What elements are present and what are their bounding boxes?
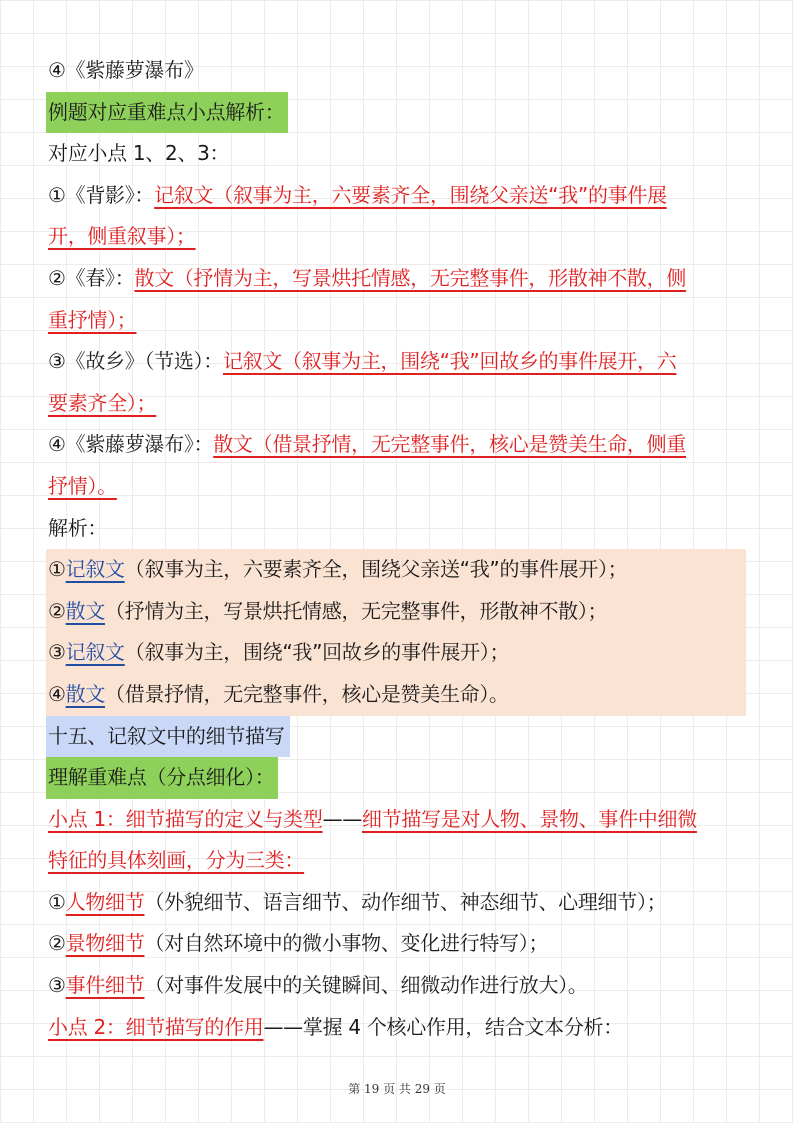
detail-desc: （对自然环境中的微小事物、变化进行特写）； (144, 931, 549, 956)
item-label: ③《故乡》（节选）： (48, 349, 223, 374)
section-heading: 例题对应重难点小点解析： (46, 92, 288, 134)
genre-term: 记叙文 (65, 640, 125, 665)
genre-term: 散文 (65, 598, 106, 623)
text-line: ④《紫藤萝瀑布》 (48, 58, 204, 82)
dash: —— (322, 806, 362, 831)
point-text: 特征的具体刻画，分为三类： (48, 848, 305, 873)
answer-line (48, 383, 748, 425)
detail-item (48, 882, 748, 924)
analysis-line (48, 674, 746, 716)
item-number: ② (48, 931, 66, 956)
item-number: ① (48, 889, 66, 914)
red-answer: 记叙文（叙事为主，六要素齐全，围绕父亲送“我”的事件展 (154, 182, 667, 207)
item-number: ③ (48, 640, 66, 665)
answer-line (48, 175, 748, 217)
item-label: ②《春》： (48, 265, 135, 290)
heading-line (48, 716, 748, 758)
section-subtitle: 理解重难点（分点细化）： (46, 757, 278, 799)
analysis-line (48, 591, 746, 633)
point-line (48, 799, 748, 841)
page-number: 第 19 页 共 29 页 (348, 1082, 446, 1096)
document-body (48, 50, 748, 1048)
answer-line (48, 300, 748, 342)
red-answer: 抒情）。 (48, 473, 117, 498)
item-label: ④《紫藤萝瀑布》： (48, 432, 214, 457)
red-answer: ）； (166, 224, 196, 249)
item-number: ③ (48, 973, 66, 998)
section-title: 十五、记叙文中的细节描写 (46, 716, 290, 758)
answer-line (48, 466, 748, 508)
detail-term: 人物细节 (65, 889, 145, 914)
item-label: ①《背影》： (48, 182, 155, 207)
point-line (48, 840, 748, 882)
item-number: ① (48, 557, 66, 582)
red-answer: 记叙文（叙事为主，围绕“我”回故乡的事件展开，六 (222, 349, 677, 374)
detail-desc: （对事件发展中的关键瞬间、细微动作进行放大）。 (144, 973, 588, 998)
red-answer: 散文（借景抒情，无完整事件，核心是赞美生命，侧重 (213, 432, 687, 457)
analysis-line (48, 632, 746, 674)
analysis-text: （叙事为主，六要素齐全，围绕父亲送“我”的事件展开）； (124, 557, 628, 582)
red-answer: 要素齐全）； (48, 390, 157, 415)
red-answer: 重抒情）； (48, 307, 137, 332)
genre-term: 散文 (65, 681, 106, 706)
item-number: ④ (48, 681, 66, 706)
detail-item (48, 965, 748, 1007)
red-answer: 开，侧重叙事 (48, 224, 167, 249)
point-line (48, 1007, 748, 1049)
detail-term: 景物细节 (65, 931, 145, 956)
answer-line (48, 258, 748, 300)
item-number: ② (48, 598, 66, 623)
answer-line (48, 424, 748, 466)
detail-desc: （外貌细节、语言细节、动作细节、神态细节、心理细节）； (144, 889, 667, 914)
answer-line (48, 341, 748, 383)
genre-term: 记叙文 (65, 557, 125, 582)
point-label: 小点 2：细节描写的作用 (48, 1014, 264, 1039)
analysis-block (46, 549, 746, 715)
text-line: 解析： (48, 515, 108, 540)
answer-line (48, 216, 748, 258)
point-label: 小点 1：细节描写的定义与类型 (48, 806, 323, 831)
detail-item (48, 923, 748, 965)
red-answer: 散文（抒情为主，写景烘托情感，无完整事件，形散神不散，侧 (134, 265, 687, 290)
heading-line (48, 757, 748, 799)
point-text: 细节描写是对人物、景物、事件中细微 (362, 806, 697, 831)
analysis-text: （叙事为主，围绕“我”回故乡的事件展开）； (124, 640, 510, 665)
text-line: 对应小点 1、2、3： (48, 141, 230, 166)
detail-term: 事件细节 (65, 973, 145, 998)
analysis-text: （借景抒情，无完整事件，核心是赞美生命）。 (105, 681, 509, 706)
heading-line (48, 92, 748, 134)
point-text: ——掌握 4 个核心作用，结合文本分析： (263, 1014, 623, 1039)
analysis-line (48, 549, 746, 591)
analysis-text: （抒情为主，写景烘托情感，无完整事件，形散神不散）； (105, 598, 608, 623)
